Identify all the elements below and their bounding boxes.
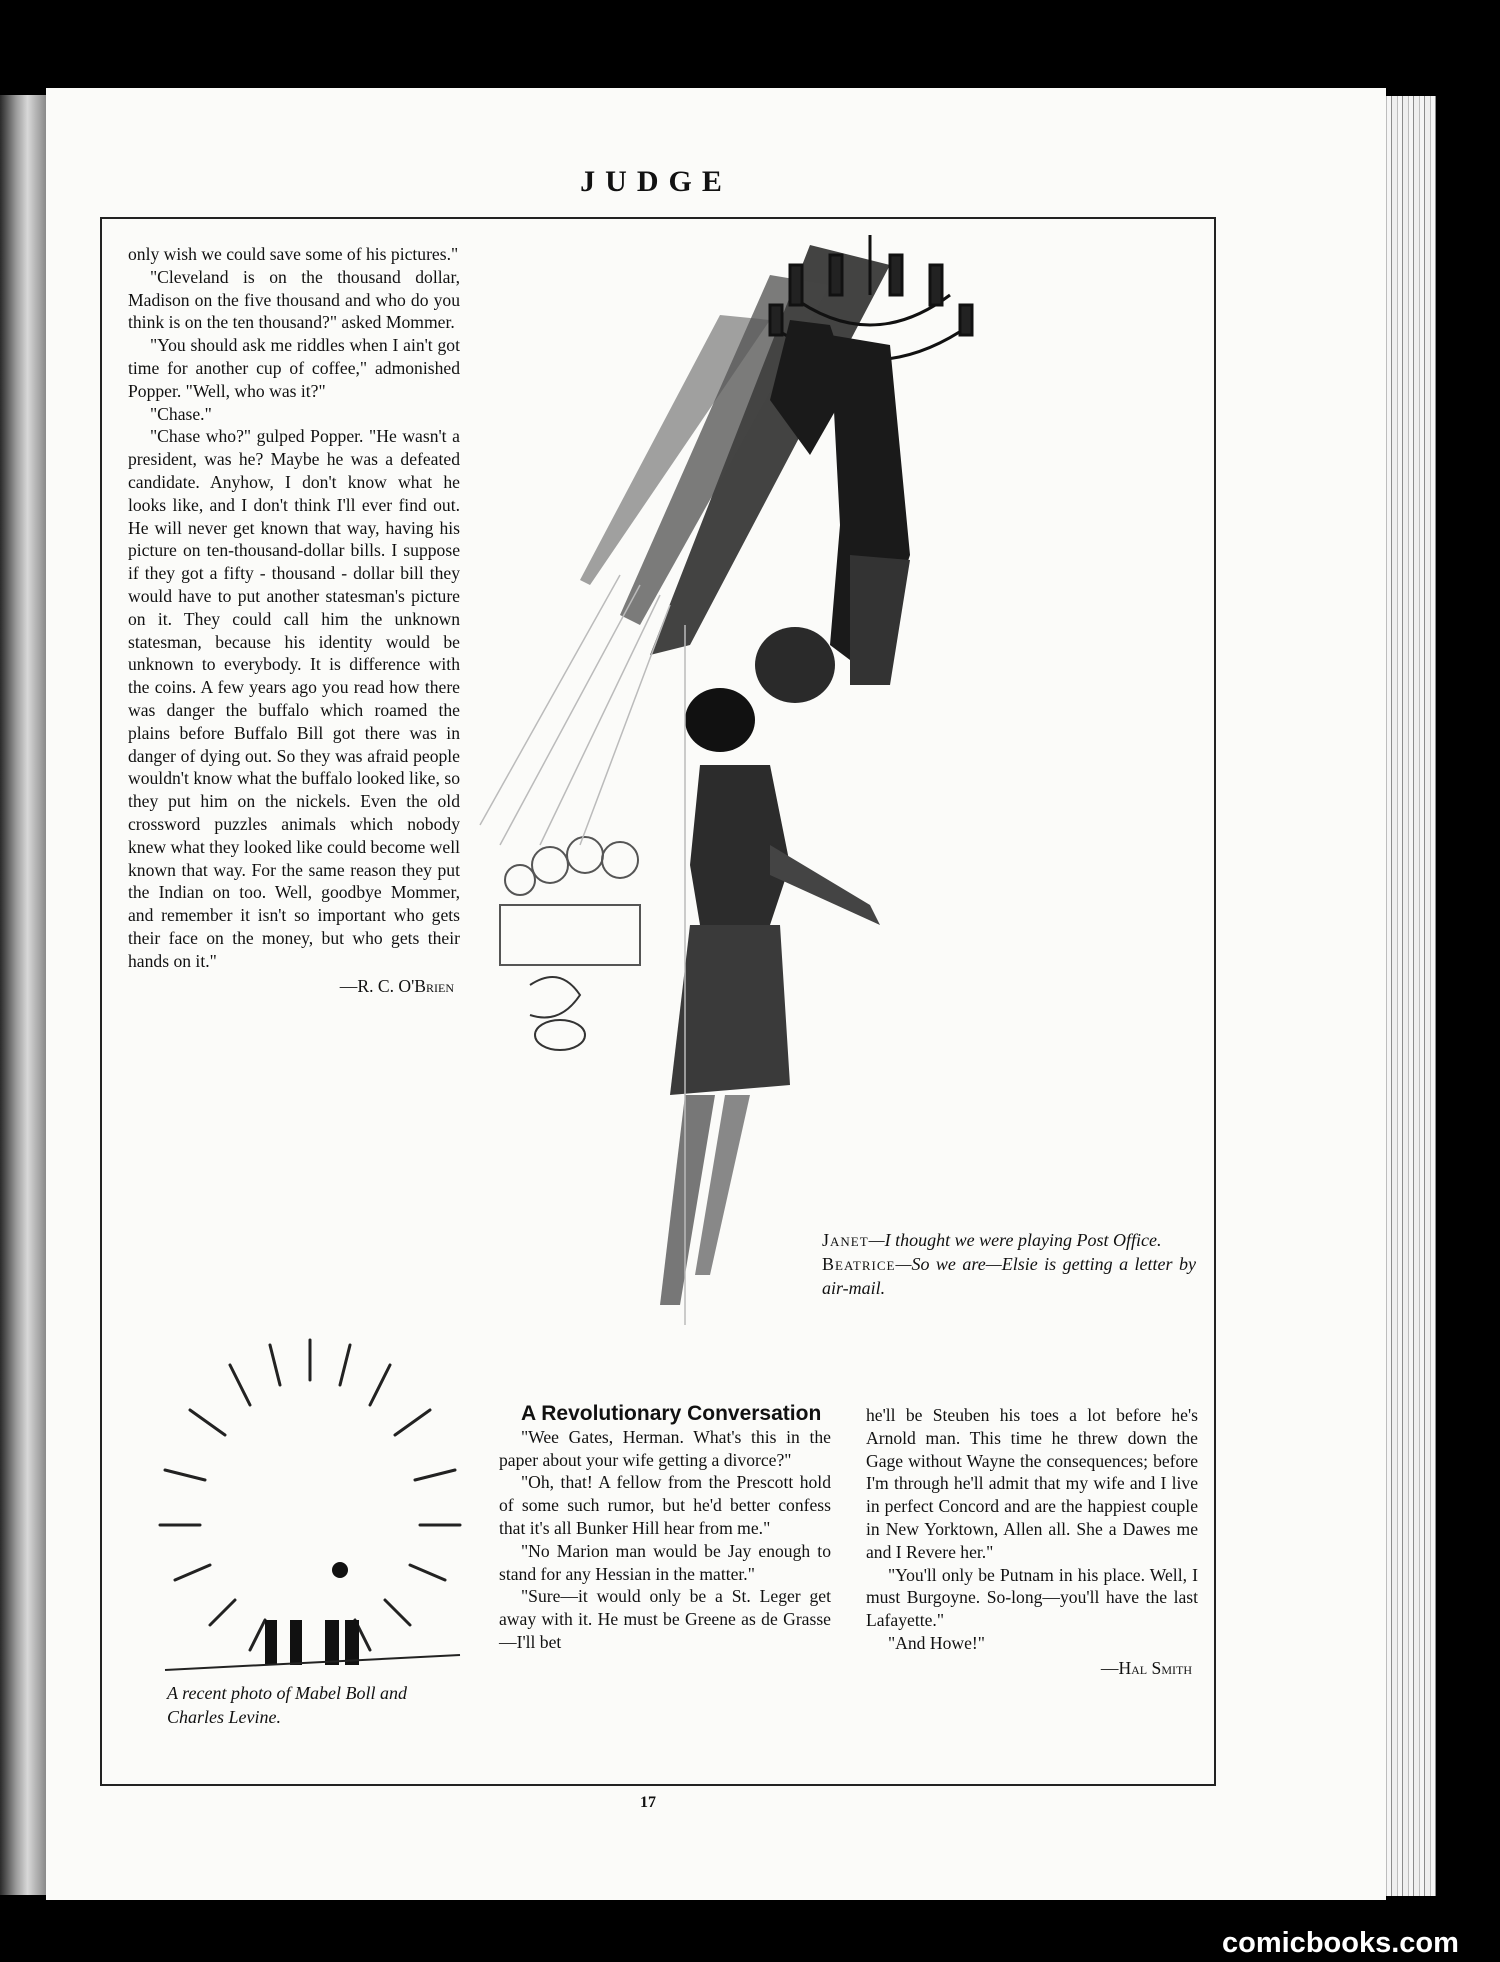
hanging-man [755, 320, 910, 703]
story-paragraph: "You'll only be Putnam in his place. Well, I must Burgoyne. So-long—you'll have the last Lafayette." [866, 1564, 1198, 1631]
burst-rays [160, 1340, 460, 1650]
cartoon-illustration-chandelier [470, 225, 1210, 1355]
cartoon-caption [822, 1228, 1196, 1300]
story-right-col1 [499, 1403, 831, 1654]
caption-dialogue: —I thought we were playing Post Office. [868, 1230, 1162, 1250]
story-signature: —Hal Smith [1100, 1657, 1192, 1678]
masthead: JUDGE [580, 165, 732, 198]
story-paragraph: "No Marion man would be Jay enough to stand for any Hessian in the matter." [499, 1540, 831, 1584]
story-paragraph: "Chase who?" gulped Popper. "He wasn't a president, was he? Maybe he was a defeated candidate. Anyhow, I don't know what he looks like, and I don't think I'll ever find out. He will never get known that way, having his picture on ten-thousand-dollar bills. I suppose if they got a fifty - thousand - dollar bill they would have to put another statesman's picture on it. They could call him the unknown statesman, because his identity would be unknown to everybody. It is difference with the coins. A few years ago you read how there was danger the buffalo which roamed the plains before Buffalo Bill got there was in danger of dying out. So they was afraid people wouldn't know what the buffalo looked like, so they put him on the nickels. Even the old crossword puzzles animals which nobody knew what they looked like could become well known that way. For the same reason they put the Indian on too. Well, goodbye Mommer, and remember it isn't so important who gets their face on the money, but who gets their hands on it." [128, 426, 460, 971]
story-paragraph: "You should ask me riddles when I ain't got time for another cup of coffee," admonished Popper. "Well, who was it?" [128, 335, 460, 401]
page-number: 17 [640, 1794, 656, 1811]
story-paragraph: "Cleveland is on the thousand dollar, Madison on the five thousand and who do you think is on the ten thousand?" asked Mommer. [128, 266, 460, 333]
story-left [128, 243, 460, 997]
left-page-edge [0, 95, 46, 1895]
story-paragraph: "Wee Gates, Herman. What's this in the paper about your wife getting a divorce?" [499, 1426, 831, 1470]
story-paragraph: "Oh, that! A fellow from the Prescott hold of some such rumor, but he'd better confess that it's all Bunker Hill hear from me." [499, 1472, 831, 1538]
story-signature: —R. C. O'Brien [339, 975, 454, 996]
watermark: comicbooks.com [1222, 1927, 1459, 1959]
burst-cartoon-caption: A recent photo of Mabel Boll and Charles Levine. [167, 1683, 407, 1727]
story-title: A Revolutionary Conversation [521, 1402, 822, 1425]
cartoon-burst-illustration [140, 1320, 480, 1695]
caption-dialogue: —So we are—Elsie is getting a letter by air-mail. [822, 1254, 1196, 1298]
legs-figure [265, 1562, 359, 1665]
story-right-col2 [866, 1404, 1198, 1680]
spotlight-beam [480, 575, 685, 1325]
story-paragraph: "And Howe!" [888, 1632, 985, 1653]
caption-speaker: Beatrice [822, 1254, 896, 1274]
crowd-heads [500, 837, 640, 965]
story-paragraph: "Sure—it would only be a St. Leger get away with it. He must be Greene as de Grasse—I'll bet [499, 1586, 831, 1652]
story-paragraph: "Chase." [150, 403, 212, 424]
artist-signature-mark [530, 977, 585, 1050]
story-paragraph: only wish we could save some of his pictures." [128, 244, 459, 264]
story-paragraph: he'll be Steuben his toes a lot before he's Arnold man. This time he threw down the Gage without Wayne the consequences; before I'm through he'll admit that my wife and I live in perfect Concord and are the happiest couple in New Yorktown, Allen all. She a Dawes me and I Revere her." [866, 1405, 1198, 1562]
ground-line [165, 1655, 460, 1670]
woman-figure [660, 688, 880, 1305]
caption-speaker: Janet [822, 1230, 869, 1250]
